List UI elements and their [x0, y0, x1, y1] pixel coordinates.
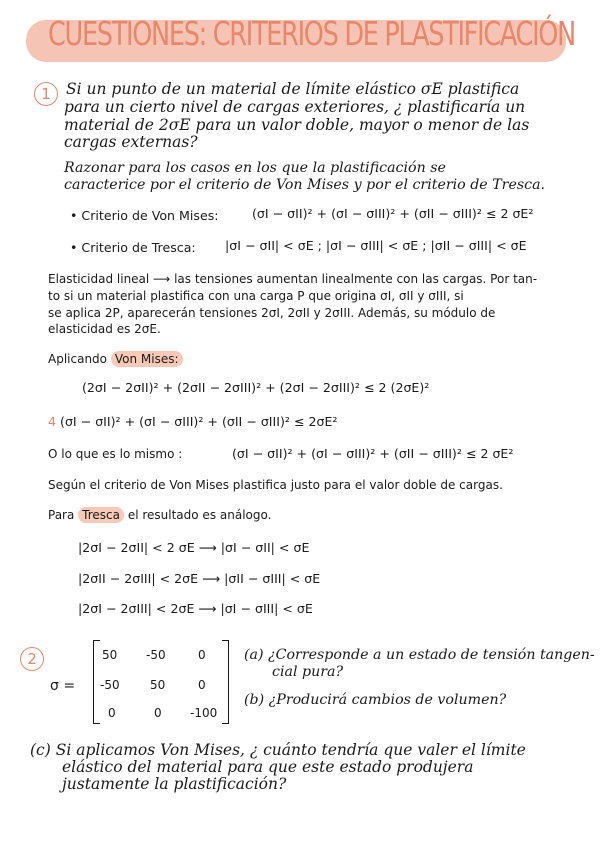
von-mises-highlight: Von Mises: [111, 351, 183, 367]
matrix-cell: -50 [100, 678, 120, 692]
q1-line-3: material de 2σE para un valor doble, mayor o menor de las [64, 116, 530, 134]
q1-line-2: para un cierto nivel de cargas exteriores, ¿ plastificaría un [64, 98, 526, 116]
matrix-cell: 0 [198, 648, 206, 662]
tresca-label: • Criterio de Tresca: [70, 240, 196, 255]
sigma-label: σ = [50, 678, 76, 694]
elastic-line-3: se aplica 2P, aparecerán tensiones 2σI, 2σII y 2σIII. Además, su módulo de [48, 306, 496, 320]
von-mises-formula: (σI − σII)² + (σI − σIII)² + (σII − σIII)² ≤ 2 σE² [252, 206, 534, 221]
tresca-eq-1: |2σI − 2σII| < 2 σE ⟶ |σI − σII| < σE [78, 540, 310, 555]
tresca-eq-3: |2σI − 2σIII| < 2σE ⟶ |σI − σIII| < σE [78, 601, 313, 616]
elastic-line-1: Elasticidad lineal ⟶ las tensiones aumentan linealmente con las cargas. Por tan- [48, 272, 538, 286]
vm-equation-2 [48, 414, 337, 429]
tresca-line [48, 508, 271, 522]
elastic-line-4: elasticidad es 2σE. [48, 322, 161, 336]
reason-line-1: Razonar para los casos en los que la plastificación se [64, 160, 446, 176]
matrix-cell: 50 [102, 648, 118, 662]
q2c-line-3: justamente la plastificación? [62, 775, 287, 793]
matrix-cell: 0 [108, 706, 116, 720]
matrix-cell: -100 [190, 706, 218, 720]
matrix-cell: 0 [154, 706, 162, 720]
q2c-line-1: (c) Si aplicamos Von Mises, ¿ cuánto tendría que valer el límite [30, 741, 526, 759]
elastic-line-2: to si un material plastifica con una carga P que origina σI, σII y σIII, si [48, 289, 464, 303]
struck-factor: 4 [48, 414, 57, 429]
tresca-suffix: el resultado es análogo. [127, 508, 272, 522]
q2a-line-1: (a) ¿Corresponde a un estado de tensión tangen- [244, 647, 595, 663]
tresca-prefix: Para [48, 508, 75, 522]
question-2-number: 2 [20, 647, 44, 671]
q1-line-4: cargas externas? [64, 133, 198, 151]
matrix-cell: 0 [198, 678, 206, 692]
tresca-highlight: Tresca [78, 507, 124, 523]
same-prefix: O lo que es lo mismo : [48, 447, 183, 461]
q2b: (b) ¿Producirá cambios de volumen? [244, 692, 507, 708]
q2c-line-2: elástico del material para que este estado produjera [62, 758, 474, 776]
tresca-formula: |σI − σII| < σE ; |σI − σIII| < σE ; |σII − σIII| < σE [225, 238, 527, 253]
reason-line-2: caracterice por el criterio de Von Mises y por el criterio de Tresca. [64, 177, 546, 193]
page-title: CUESTIONES: CRITERIOS DE PLASTIFICACIÓN [48, 14, 575, 53]
q2a-line-2: cial pura? [272, 664, 344, 680]
matrix-cell: -50 [146, 648, 166, 662]
tresca-eq-2: |2σII − 2σIII| < 2σE ⟶ |σII − σIII| < σE [78, 571, 321, 586]
q1-line-1: Si un punto de un material de límite elástico σE plastifica [66, 80, 520, 98]
matrix-cell: 50 [150, 678, 166, 692]
question-1-number: 1 [34, 82, 58, 106]
applying-prefix: Aplicando [48, 352, 108, 366]
applying-line [48, 352, 183, 366]
vm-equation-1: (2σI − 2σII)² + (2σII − 2σIII)² + (2σI − 2σIII)² ≤ 2 (2σE)² [82, 380, 430, 395]
von-mises-label: • Criterio de Von Mises: [70, 208, 219, 223]
same-formula: (σI − σII)² + (σI − σIII)² + (σII − σIII)² ≤ 2 σE² [232, 446, 514, 461]
vm-conclusion: Según el criterio de Von Mises plastifica justo para el valor doble de cargas. [48, 478, 503, 492]
vm-equation-2-text: (σI − σII)² + (σI − σIII)² + (σII − σIII)² ≤ 2σE² [60, 414, 338, 429]
stress-matrix [93, 640, 229, 724]
